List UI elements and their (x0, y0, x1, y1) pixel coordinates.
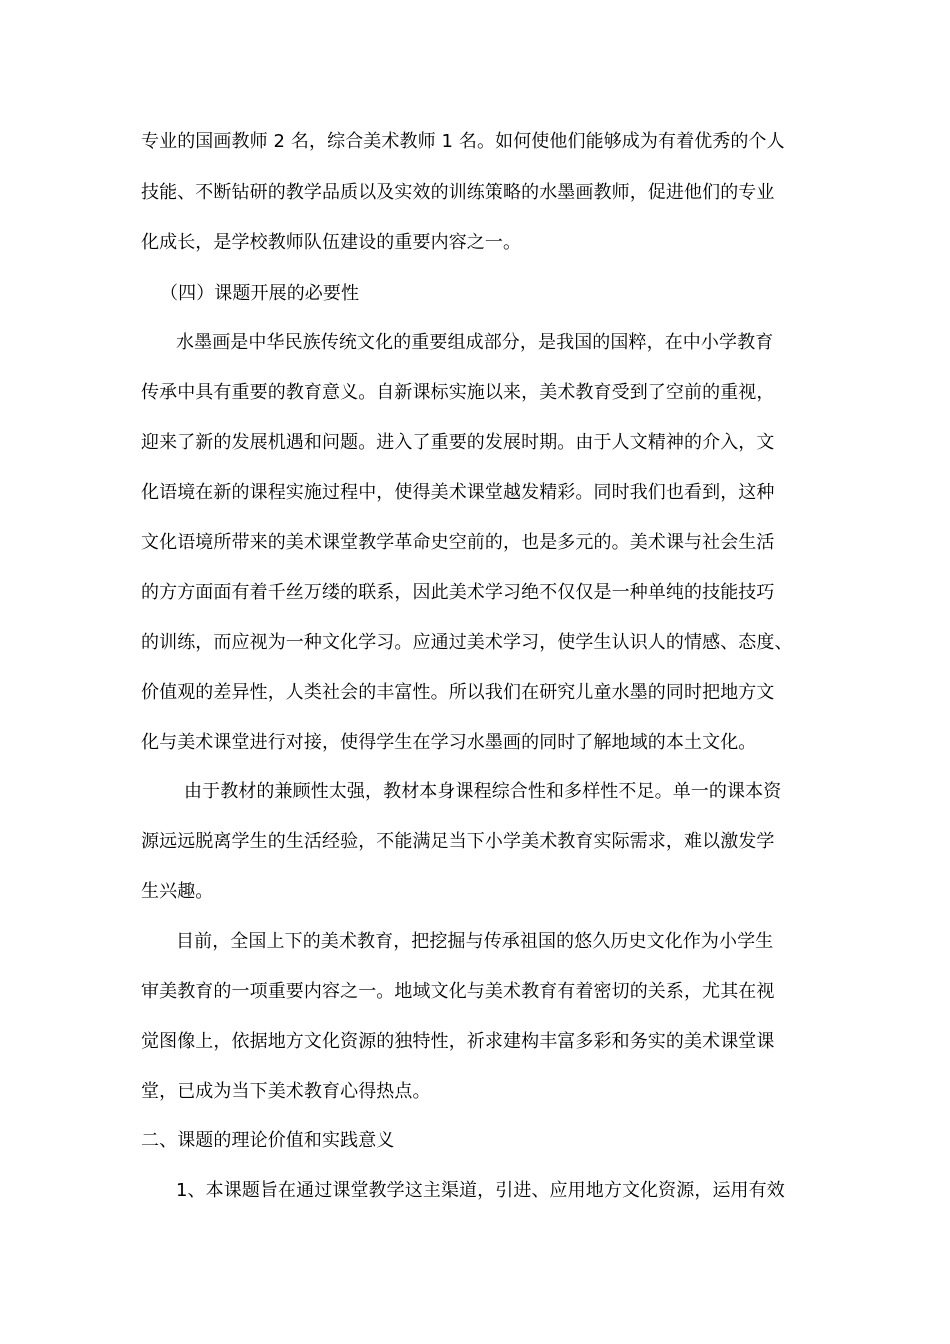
text-line: 化语境在新的课程实施过程中，使得美术课堂越发精彩。同时我们也看到，这种 (141, 482, 775, 503)
text-line: 化成长，是学校教师队伍建设的重要内容之一。 (141, 232, 522, 253)
text-line: 价值观的差异性，人类社会的丰富性。所以我们在研究儿童水墨的同时把地方文 (141, 682, 775, 703)
text-line: 专业的国画教师 2 名，综合美术教师 1 名。如何使他们能够成为有着优秀的个人 (141, 131, 785, 152)
text-line: 的训练，而应视为一种文化学习。应通过美术学习，使学生认识人的情感、态度、 (141, 632, 793, 653)
text-line: 文化语境所带来的美术课堂教学革命史空前的，也是多元的。美术课与社会生活 (141, 532, 775, 553)
text-line: 的方方面面有着千丝万缕的联系，因此美术学习绝不仅仅是一种单纯的技能技巧 (141, 582, 775, 603)
text-line: 技能、不断钻研的教学品质以及实效的训练策略的水墨画教师，促进他们的专业 (141, 182, 775, 203)
text-line: 生兴趣。 (141, 881, 214, 902)
text-line: 源远远脱离学生的生活经验，不能满足当下小学美术教育实际需求，难以激发学 (141, 831, 775, 852)
section-heading: （四）课题开展的必要性 (160, 283, 360, 304)
text-line: 觉图像上，依据地方文化资源的独特性，祈求建构丰富多彩和务实的美术课堂课 (141, 1031, 775, 1052)
text-line: 目前，全国上下的美术教育，把挖掘与传承祖国的悠久历史文化作为小学生 (176, 931, 774, 952)
text-line: 迎来了新的发展机遇和问题。进入了重要的发展时期。由于人文精神的介入，文 (141, 432, 775, 453)
text-line: 传承中具有重要的教育意义。自新课标实施以来，美术教育受到了空前的重视， (141, 382, 775, 403)
text-line: 化与美术课堂进行对接，使得学生在学习水墨画的同时了解地域的本土文化。 (141, 732, 757, 753)
text-line: 堂，已成为当下美术教育心得热点。 (141, 1081, 431, 1102)
text-line: 由于教材的兼顾性太强，教材本身课程综合性和多样性不足。单一的课本资 (184, 781, 782, 802)
text-line: 1、本课题旨在通过课堂教学这主渠道，引进、应用地方文化资源，运用有效 (176, 1180, 785, 1201)
section-heading: 二、课题的理论价值和实践意义 (141, 1130, 395, 1151)
text-line: 水墨画是中华民族传统文化的重要组成部分，是我国的国粹，在中小学教育 (176, 332, 774, 353)
text-line: 审美教育的一项重要内容之一。地域文化与美术教育有着密切的关系，尤其在视 (141, 981, 775, 1002)
